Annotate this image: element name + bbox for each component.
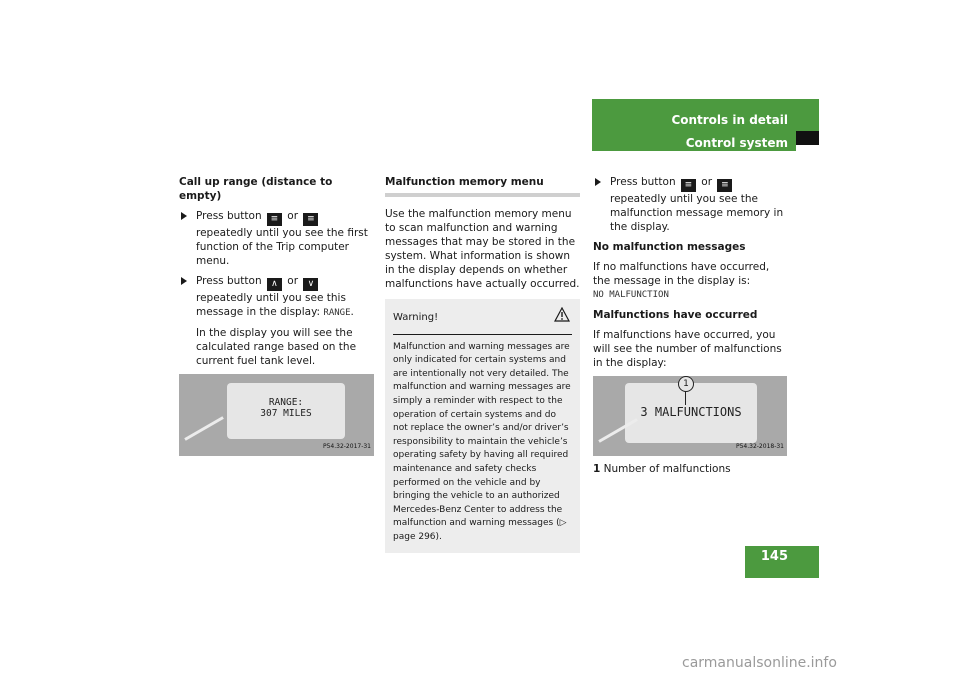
reset-stick-icon xyxy=(184,416,224,441)
figure-legend xyxy=(593,462,789,476)
display-line-1: RANGE: xyxy=(268,397,304,408)
no-malfunction-message: NO MALFUNCTION xyxy=(593,290,669,300)
malfunction-display-figure xyxy=(593,376,787,456)
column-malfunction-menu xyxy=(385,175,580,553)
menu-button-icon: ≡ xyxy=(303,213,318,226)
warning-title: Warning! xyxy=(393,312,439,323)
display-screen xyxy=(227,383,345,439)
range-note: In the display you will see the calculated range based on the current fuel tank level. xyxy=(196,327,357,367)
no-malfunction-heading: No malfunction messages xyxy=(593,241,746,253)
menu-button-icon: ≡ xyxy=(717,179,732,192)
callout-marker: 1 xyxy=(678,376,694,392)
legend-number: 1 xyxy=(593,463,601,475)
malfunction-step: Press button ≡ or ≡ repeatedly until you see the malfunction message memory in the display. xyxy=(593,175,789,234)
range-message: RANGE xyxy=(323,308,351,318)
malfunctions-heading: Malfunctions have occurred xyxy=(593,309,758,321)
legend-text: Number of malfunctions xyxy=(603,463,731,475)
section-divider xyxy=(385,193,580,197)
range-heading: Call up range (distance to empty) xyxy=(179,176,333,202)
down-button-icon: ∨ xyxy=(303,278,318,291)
section-title: Control system xyxy=(685,136,788,150)
display-line-2: 307 MILES xyxy=(260,408,312,419)
range-step-2: Press button ∧ or ∨ repeatedly until you see this message in the display: RANGE. xyxy=(179,274,374,320)
malfunction-menu-heading: Malfunction memory menu xyxy=(385,176,544,188)
warning-page-ref[interactable]: page 296). xyxy=(393,531,442,542)
callout-line xyxy=(685,391,686,405)
menu-button-icon: ≡ xyxy=(681,179,696,192)
column-range xyxy=(179,175,374,456)
warning-text: Malfunction and warning messages are only indicated for certain systems and are intentionally not very detailed. The malfunction and warning messages are simply a reminder with respect to the operation of certain systems and do not replace the owner’s and/or driver’s responsibility to maintain the vehicle’s operating safety by having all required maintenance and safety checks performed on the vehicle and by bringing the vehicle to an authorized Mercedes-Benz Center to address the malfunction and warning messages (▷ page 296). xyxy=(393,341,571,542)
range-step-1: Press button ≡ or ≡ repeatedly until you see the first function of the Trip computer menu. xyxy=(179,209,374,268)
up-button-icon: ∧ xyxy=(267,278,282,291)
display-screen xyxy=(625,383,757,443)
no-malfunction-text: If no malfunctions have occurred, the message in the display is: xyxy=(593,261,770,287)
malfunctions-text: If malfunctions have occurred, you will see the number of malfunctions in the display: xyxy=(593,329,782,369)
menu-button-icon: ≡ xyxy=(267,213,282,226)
display-malfunction-count: 3 MALFUNCTIONS xyxy=(640,405,742,419)
figure-label: P54.32-2017-31 xyxy=(322,443,371,450)
page-number-box xyxy=(745,546,819,578)
range-display-figure xyxy=(179,374,374,456)
warning-box xyxy=(385,299,580,553)
warning-triangle-icon xyxy=(554,307,570,327)
column-malfunction-display xyxy=(593,175,789,476)
watermark: carmanualsonline.info xyxy=(682,655,837,671)
figure-label: P54.32-2018-31 xyxy=(735,443,784,450)
malfunction-menu-intro: Use the malfunction memory menu to scan malfunction and warning messages that may be stored in the system. What information is shown in the display depends on whether malfunctions have actually occurred. xyxy=(385,208,580,290)
page-ref-arrow-icon: ▷ xyxy=(559,518,567,529)
chapter-header xyxy=(592,99,819,151)
page-number: 145 xyxy=(760,549,788,564)
chapter-title: Controls in detail xyxy=(671,113,788,127)
